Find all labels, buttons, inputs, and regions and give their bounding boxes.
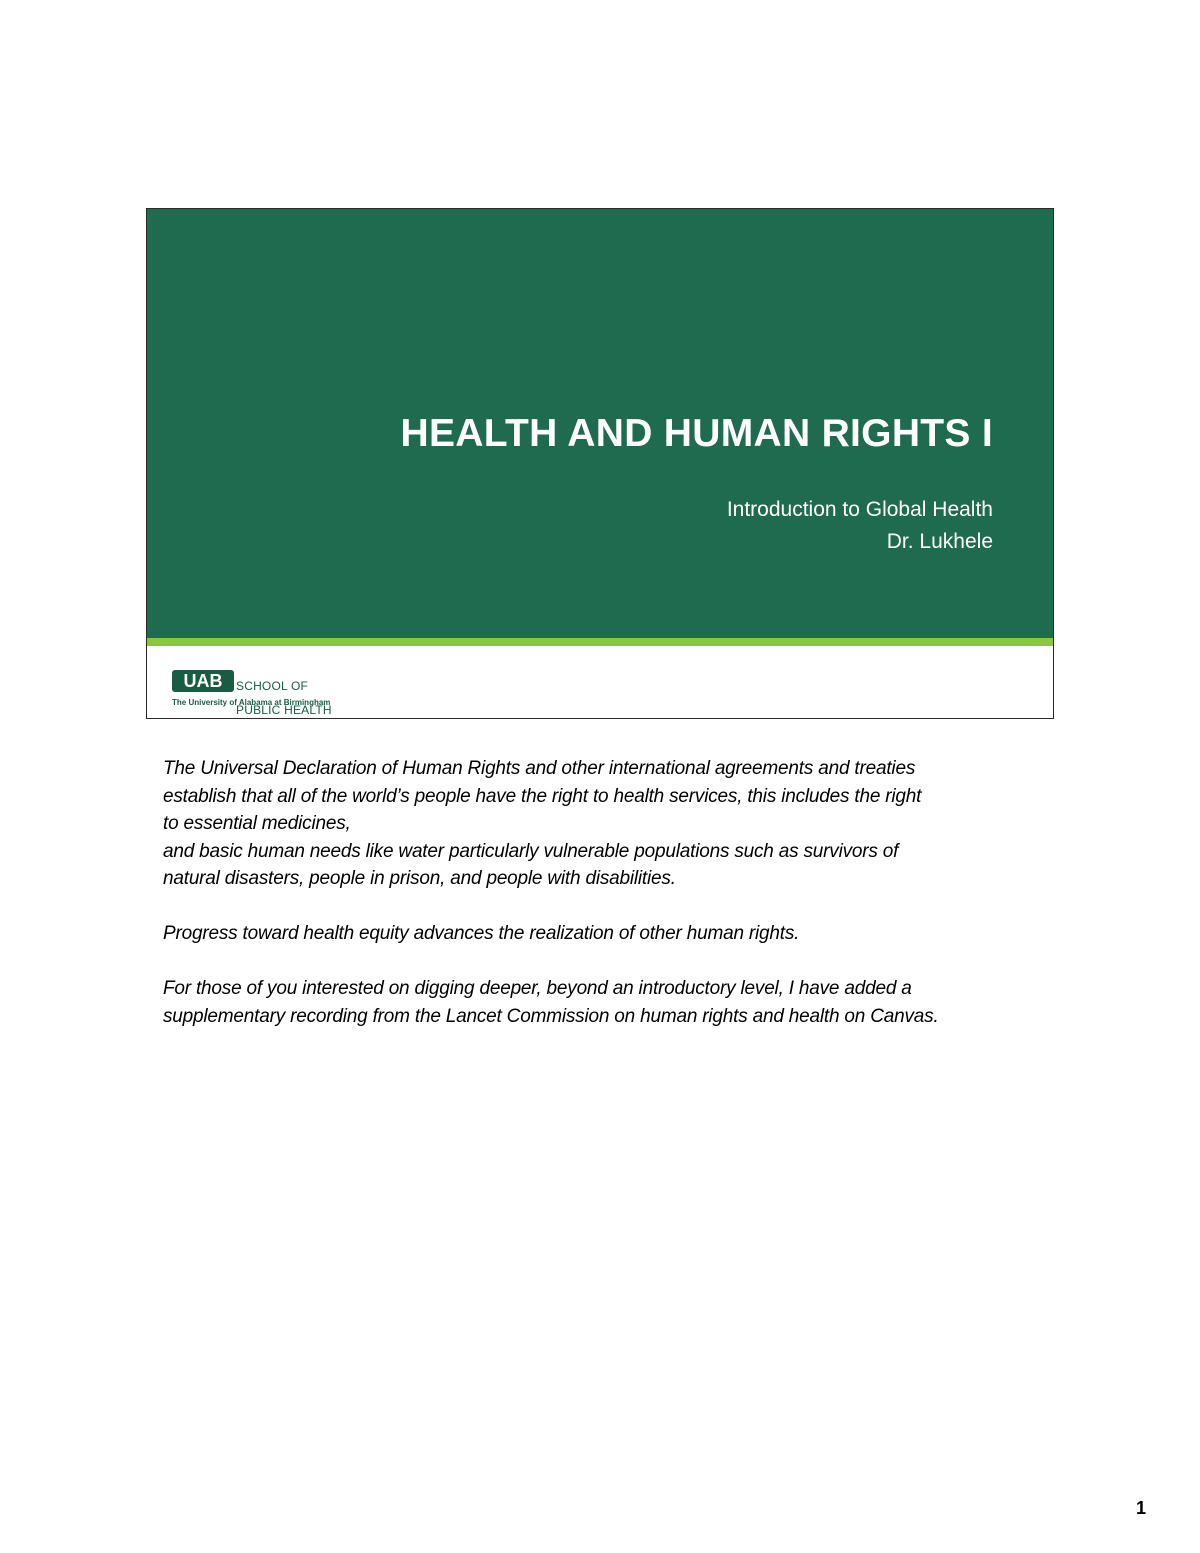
notes-line: For those of you interested on digging deeper, beyond an introductory level, I have added a — [163, 978, 912, 999]
presenter-name: Dr. Lukhele — [886, 530, 993, 553]
notes-line: and basic human needs like water particularly vulnerable populations such as survivors of — [163, 840, 899, 862]
slide-subtitle — [727, 494, 993, 558]
notes-line: natural disasters, people in prison, and people with disabilities. — [163, 868, 676, 889]
notes-paragraph-2 — [163, 920, 1063, 948]
logo-school-name — [236, 668, 332, 719]
notes-line: The Universal Declaration of Human Rights and other international agreements and treaties — [163, 758, 916, 779]
uab-logo-mark — [172, 670, 234, 692]
logo-school-line2: PUBLIC HEALTH — [236, 703, 332, 717]
notes-paragraph-3 — [163, 975, 1063, 1030]
notes-line: to essential medicines, — [163, 813, 351, 834]
logo-university-name: The University of Alabama at Birmingham — [172, 698, 331, 707]
slide-accent-stripe — [147, 638, 1053, 646]
slide-thumbnail — [146, 208, 1054, 719]
notes-line: establish that all of the world’s people have the right to health services, this includes the right — [163, 785, 922, 807]
logo-school-line1: SCHOOL OF — [236, 679, 309, 693]
page-number: 1 — [1136, 1498, 1147, 1518]
uab-logo-letters: UAB — [183, 671, 223, 691]
notes-line: supplementary recording from the Lancet Commission on human rights and health on Canvas. — [163, 1005, 939, 1027]
speaker-notes — [163, 755, 1063, 1058]
notes-line: Progress toward health equity advances the realization of other human rights. — [163, 923, 800, 944]
uab-logo — [172, 668, 362, 717]
notes-paragraph-1 — [163, 755, 1063, 893]
slide-title: HEALTH AND HUMAN RIGHTS I — [400, 412, 993, 455]
course-name: Introduction to Global Health — [726, 498, 993, 521]
